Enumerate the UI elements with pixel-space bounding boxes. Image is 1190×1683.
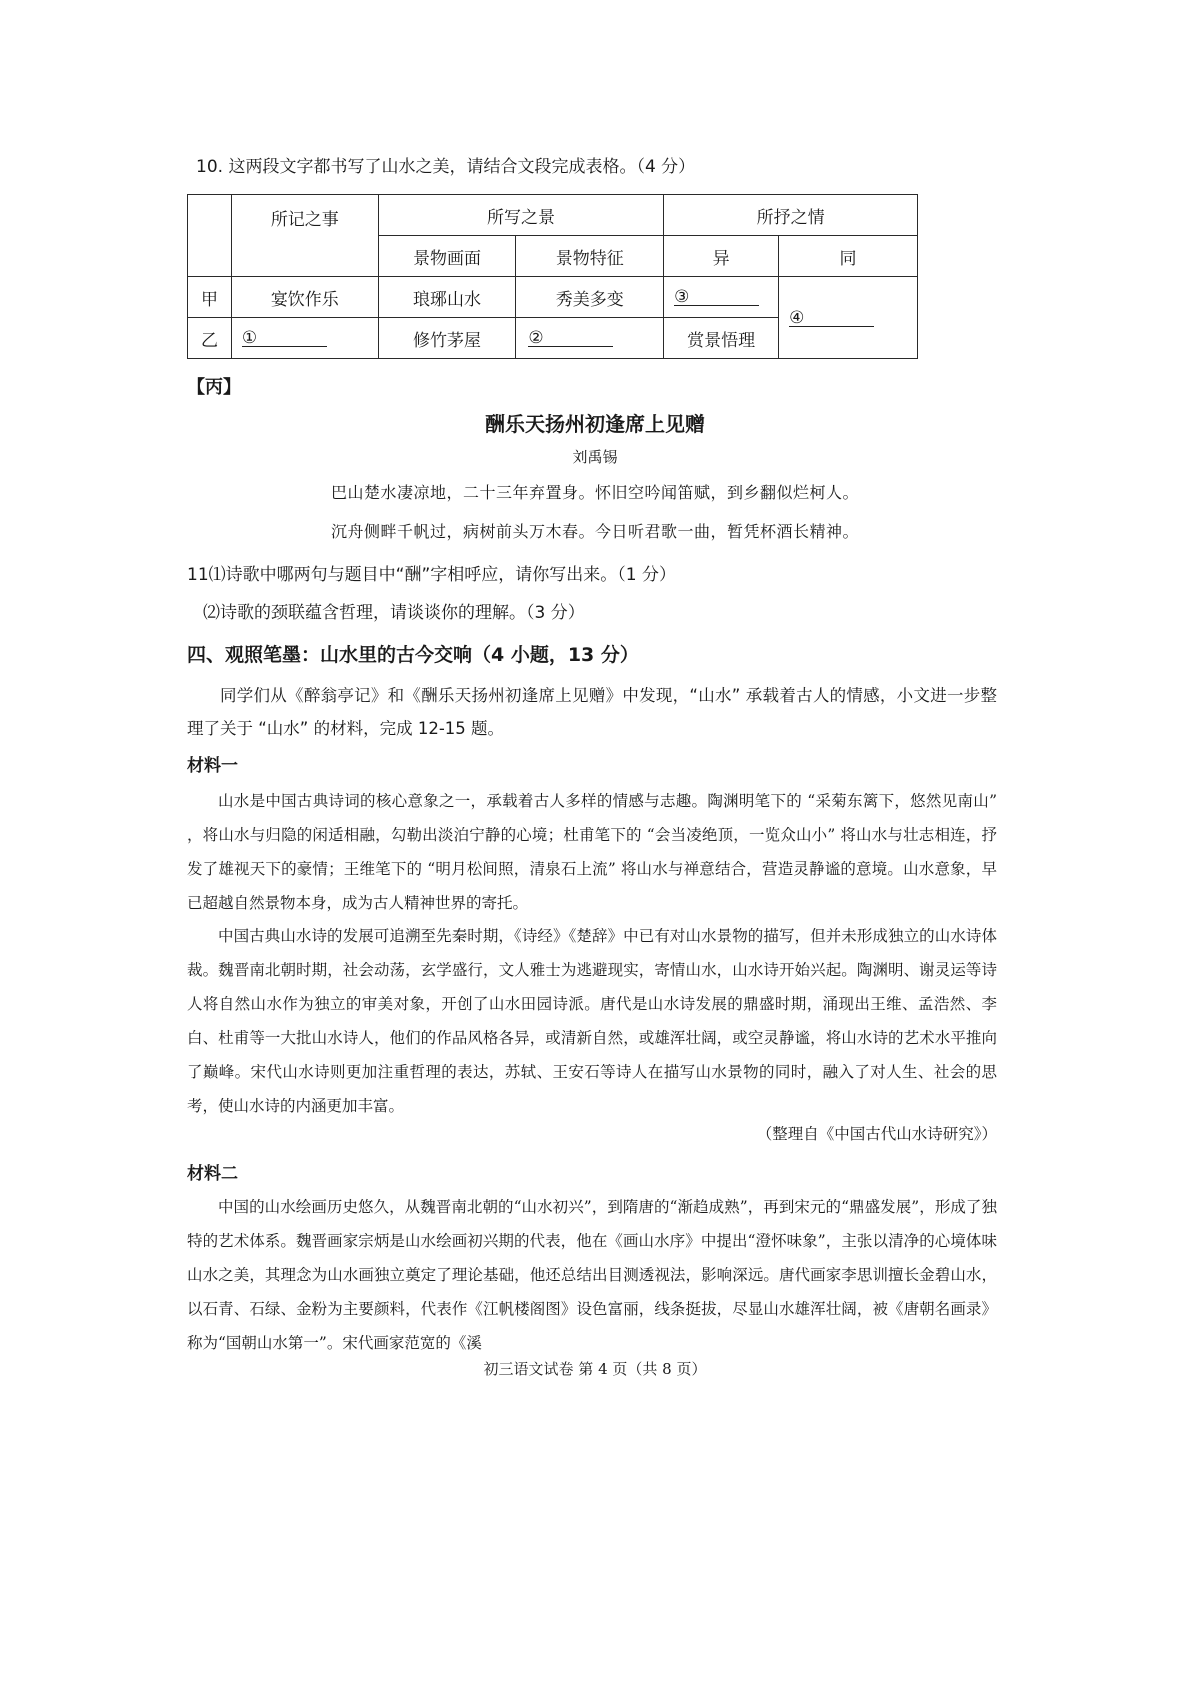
jia-picture: 琅琊山水 bbox=[378, 277, 516, 318]
jia-diff-cell bbox=[664, 277, 779, 318]
yi-diff: 赏景悟理 bbox=[664, 318, 779, 359]
header-same: 同 bbox=[779, 236, 918, 277]
question-11-2: ⑵诗歌的颈联蕴含哲理，请谈谈你的理解。（3 分） bbox=[203, 603, 585, 623]
header-event: 所记之事 bbox=[231, 195, 378, 277]
table-corner-cell bbox=[188, 195, 232, 277]
question-11-1: 11⑴诗歌中哪两句与题目中“酬”字相呼应，请你写出来。（1 分） bbox=[187, 565, 676, 585]
blank-2[interactable]: ② bbox=[528, 328, 613, 347]
bing-label: 【丙】 bbox=[187, 377, 241, 398]
page-footer: 初三语文试卷 第 4 页（共 8 页） bbox=[483, 1360, 707, 1378]
blank-1[interactable]: ① bbox=[242, 328, 327, 347]
poem-author: 刘禹锡 bbox=[572, 448, 618, 466]
header-scene-feature: 景物特征 bbox=[516, 236, 664, 277]
material-2-paragraph-1: 中国的山水绘画历史悠久，从魏晋南北朝的“山水初兴”，到隋唐的“渐趋成熟”，再到宋元的“鼎盛发展”，形成了独特的艺术体系。魏晋画家宗炳是山水绘画初兴期的代表，他在《画山水序》中提出“澄怀味象”，主张以清净的心境体味山水之美，其理念为山水画独立奠定了理论基础，他还总结出目测透视法，影响深远。唐代画家李思训擅长金碧山水，以石青、石绿、金粉为主要颜料，代表作《江帆楼阁图》设色富丽，线条挺拔，尽显山水雄浑壮阔，被《唐朝名画录》称为“国朝山水第一”。宋代画家范宽的《溪 bbox=[187, 1198, 997, 1352]
poem-line-2: 沉舟侧畔千帆过，病树前头万木春。今日听君歌一曲，暂凭杯酒长精神。 bbox=[330, 522, 859, 541]
blank-4[interactable]: ④ bbox=[789, 308, 874, 327]
material-1-heading: 材料一 bbox=[187, 756, 238, 776]
jia-event: 宴饮作乐 bbox=[231, 277, 378, 318]
answer-table bbox=[187, 194, 918, 359]
header-scene: 所写之景 bbox=[378, 195, 663, 236]
material-1-paragraph-2: 中国古典山水诗的发展可追溯至先秦时期，《诗经》《楚辞》中已有对山水景物的描写，但并未形成独立的山水诗体裁。魏晋南北朝时期，社会动荡，玄学盛行，文人雅士为逃避现实，寄情山水，山水诗开始兴起。陶渊明、谢灵运等诗人将自然山水作为独立的审美对象，开创了山水田园诗派。唐代是山水诗发展的鼎盛时期，涌现出王维、孟浩然、李白、杜甫等一大批山水诗人，他们的作品风格各异，或清新自然，或雄浑壮阔，或空灵静谧，将山水诗的艺术水平推向了巅峰。宋代山水诗则更加注重哲理的表达，苏轼、王安石等诗人在描写山水景物的同时，融入了对人生、社会的思考，使山水诗的内涵更加丰富。 bbox=[187, 927, 997, 1115]
section-4-title: 四、观照笔墨：山水里的古今交响（4 小题，13 分） bbox=[187, 644, 639, 666]
yi-feature-cell bbox=[516, 318, 664, 359]
yi-event-cell bbox=[231, 318, 378, 359]
header-scene-picture: 景物画面 bbox=[378, 236, 516, 277]
row-label-yi: 乙 bbox=[188, 318, 232, 359]
row-label-jia: 甲 bbox=[188, 277, 232, 318]
material-2-heading: 材料二 bbox=[187, 1164, 238, 1184]
header-diff: 异 bbox=[664, 236, 779, 277]
poem-title: 酬乐天扬州初逢席上见赠 bbox=[485, 412, 705, 436]
question-10: 10. 这两段文字都书写了山水之美，请结合文段完成表格。（4 分） bbox=[196, 157, 696, 177]
jia-feature: 秀美多变 bbox=[516, 277, 664, 318]
yi-picture: 修竹茅屋 bbox=[378, 318, 516, 359]
material-1-source: （整理自《中国古代山水诗研究》） bbox=[756, 1125, 997, 1143]
blank-3[interactable]: ③ bbox=[674, 287, 759, 306]
header-emotion: 所抒之情 bbox=[664, 195, 918, 236]
poem-line-1: 巴山楚水凄凉地，二十三年弃置身。怀旧空吟闻笛赋，到乡翻似烂柯人。 bbox=[330, 483, 859, 502]
section-4-intro: 同学们从《醉翁亭记》和《酬乐天扬州初逢席上见赠》中发现，“山水” 承载着古人的情感，小文进一步整理了关于 “山水” 的材料，完成 12-15 题。 bbox=[187, 686, 997, 738]
material-1-paragraph-1: 山水是中国古典诗词的核心意象之一，承载着古人多样的情感与志趣。陶渊明笔下的 “采菊东篱下，悠然见南山” ，将山水与归隐的闲适相融，勾勒出淡泊宁静的心境；杜甫笔下的 “会当凌绝顶，一览众山小” 将山水与壮志相连，抒发了雄视天下的豪情；王维笔下的 “明月松间照，清泉石上流” 将山水与禅意结合，营造灵静谧的意境。山水意象，早已超越自然景物本身，成为古人精神世界的寄托。 bbox=[187, 792, 997, 912]
same-cell bbox=[779, 277, 918, 359]
